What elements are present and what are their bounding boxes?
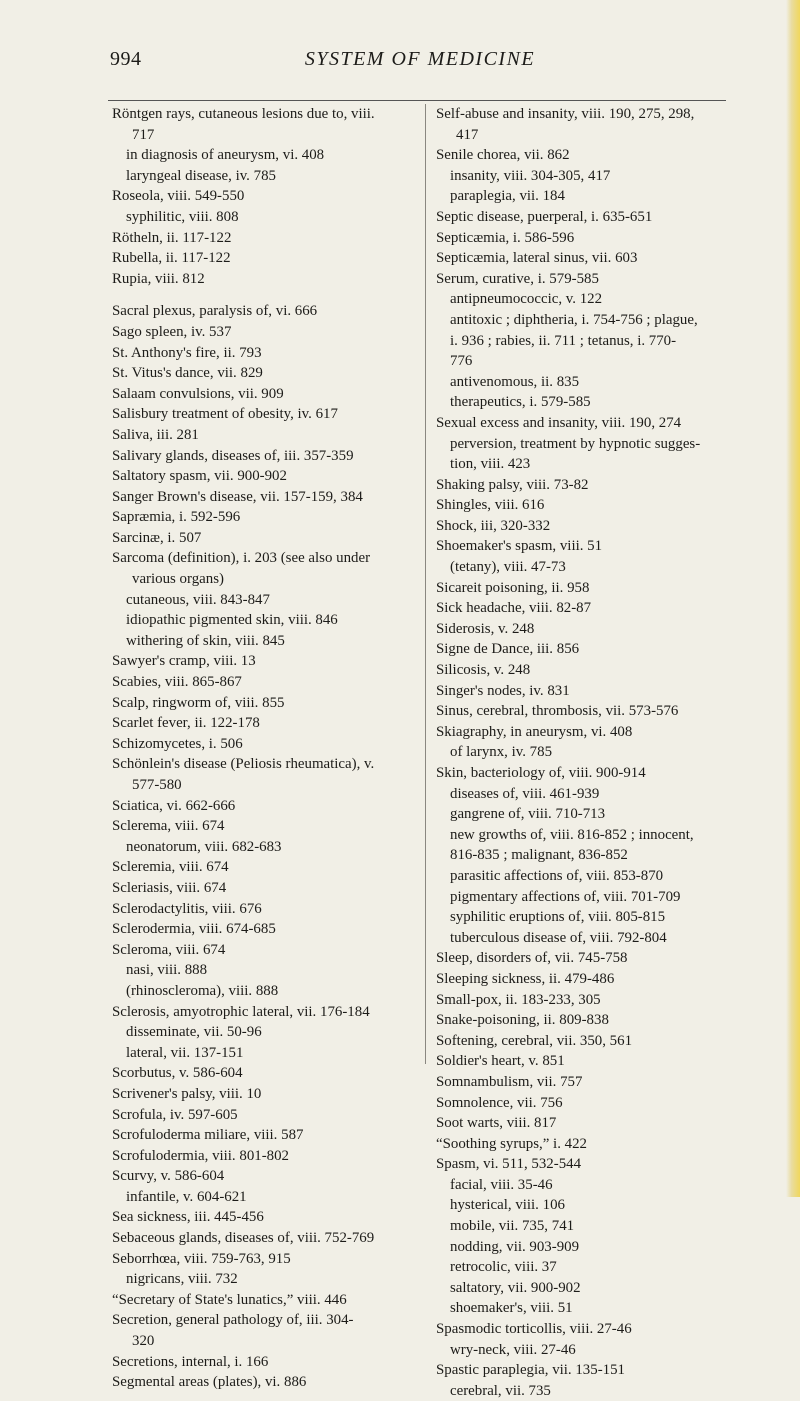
index-entry: Sapræmia, i. 592-596 (112, 509, 241, 526)
index-entry: Scrofulodermia, viii. 801-802 (112, 1147, 290, 1164)
index-entry: antipneumococcic, v. 122 (450, 291, 603, 308)
index-entry: Silicosis, v. 248 (436, 662, 531, 679)
index-entry: Signe de Dance, iii. 856 (436, 641, 580, 658)
index-entry: Scorbutus, v. 586-604 (112, 1065, 243, 1082)
index-entry: nasi, viii. 888 (126, 962, 208, 979)
index-entry: Schönlein's disease (Peliosis rheumatica), v. (112, 756, 375, 773)
index-entry: Shoemaker's spasm, viii. 51 (436, 538, 603, 555)
index-entry: 717 (132, 126, 155, 143)
index-entry: Sclerosis, amyotrophic lateral, vii. 176-184 (112, 1003, 370, 1020)
index-entry: Spasmodic torticollis, viii. 27-46 (436, 1321, 632, 1338)
index-entry: antivenomous, ii. 835 (450, 373, 580, 390)
index-entry: Röntgen rays, cutaneous lesions due to, viii. (112, 106, 375, 122)
index-entry: Septicæmia, lateral sinus, vii. 603 (436, 250, 638, 267)
index-entry: Sleep, disorders of, vii. 745-758 (436, 950, 628, 967)
index-entry: therapeutics, i. 579-585 (450, 394, 591, 411)
index-entry: tuberculous disease of, viii. 792-804 (450, 929, 667, 946)
index-entry: mobile, vii. 735, 741 (450, 1218, 575, 1235)
index-entry: parasitic affections of, viii. 853-870 (450, 867, 664, 884)
index-entry: diseases of, viii. 461-939 (450, 785, 600, 802)
index-entry: neonatorum, viii. 682-683 (126, 838, 282, 855)
page-header (110, 48, 730, 78)
index-entry: nodding, vii. 903-909 (450, 1238, 580, 1255)
index-entry: 320 (132, 1333, 155, 1350)
index-entry: idiopathic pigmented skin, viii. 846 (126, 612, 338, 629)
index-entry: Scrofula, iv. 597-605 (112, 1106, 238, 1123)
index-entry: Singer's nodes, iv. 831 (436, 682, 570, 699)
index-entry: Scabies, viii. 865-867 (112, 674, 242, 691)
index-entry: insanity, viii. 304-305, 417 (450, 167, 611, 184)
index-entry: syphilitic, viii. 808 (126, 208, 239, 225)
index-entry: perversion, treatment by hypnotic sugges- (450, 435, 701, 452)
index-entry: Sarcoma (definition), i. 203 (see also under (112, 550, 371, 567)
index-entry: 816-835 ; malignant, 836-852 (450, 847, 628, 864)
index-column-left (112, 104, 432, 1393)
index-entry: St. Anthony's fire, ii. 793 (112, 344, 262, 361)
index-entry: syphilitic eruptions of, viii. 805-815 (450, 909, 666, 926)
index-entry: pigmentary affections of, viii. 701-709 (450, 888, 681, 905)
index-entry: Seborrhœa, viii. 759-763, 915 (112, 1250, 291, 1267)
index-entry: Saltatory spasm, vii. 900-902 (112, 468, 287, 485)
index-entry: gangrene of, viii. 710-713 (450, 806, 606, 823)
index-entry: Sclerodactylitis, viii. 676 (112, 900, 262, 917)
index-entry: cerebral, vii. 735 (450, 1382, 551, 1399)
index-entry: Siderosis, v. 248 (436, 620, 535, 637)
page-number: 994 (110, 48, 142, 70)
index-entry: disseminate, vii. 50-96 (126, 1024, 262, 1041)
index-entry: Sclerema, viii. 674 (112, 818, 225, 835)
index-entry: Schizomycetes, i. 506 (112, 735, 243, 752)
index-entry: Sick headache, viii. 82-87 (436, 600, 592, 617)
index-entry: in diagnosis of aneurysm, vi. 408 (126, 147, 325, 164)
index-entry: Somnambulism, vii. 757 (436, 1073, 583, 1090)
index-entry: Roseola, viii. 549-550 (112, 188, 245, 205)
index-entry: tion, viii. 423 (450, 456, 531, 473)
index-entry: Salivary glands, diseases of, iii. 357-359 (112, 447, 354, 464)
index-entry: St. Vitus's dance, vii. 829 (112, 365, 263, 382)
index-entry: 776 (450, 353, 473, 370)
index-entry: Somnolence, vii. 756 (436, 1094, 563, 1111)
index-entry: (rhinoscleroma), viii. 888 (126, 982, 279, 999)
index-entry: Shock, iii, 320-332 (436, 517, 551, 534)
index-entry: facial, viii. 35-46 (450, 1176, 553, 1193)
index-entry: i. 936 ; rabies, ii. 711 ; tetanus, i. 770- (450, 332, 677, 349)
index-entry: hysterical, viii. 106 (450, 1197, 565, 1214)
index-entry: Small-pox, ii. 183-233, 305 (436, 991, 601, 1008)
index-entry: withering of skin, viii. 845 (126, 632, 285, 649)
index-entry: new growths of, viii. 816-852 ; innocent, (450, 826, 694, 843)
index-entry: Saliva, iii. 281 (112, 426, 199, 443)
index-entry: Rupia, viii. 812 (112, 270, 205, 287)
index-entry: laryngeal disease, iv. 785 (126, 167, 276, 184)
index-entry: Sebaceous glands, diseases of, viii. 752-769 (112, 1230, 375, 1247)
index-entry: paraplegia, vii. 184 (450, 188, 565, 205)
index-entry: Scleroma, viii. 674 (112, 941, 226, 958)
index-entry: Scrivener's palsy, viii. 10 (112, 1085, 262, 1102)
index-entry: wry-neck, viii. 27-46 (450, 1341, 576, 1358)
index-entry: Sawyer's cramp, viii. 13 (112, 653, 256, 670)
index-entry: Rubella, ii. 117-122 (112, 250, 231, 267)
index-entry: Snake-poisoning, ii. 809-838 (436, 1012, 609, 1029)
index-entry: of larynx, iv. 785 (450, 744, 553, 761)
index-entry: “Soothing syrups,” i. 422 (436, 1135, 587, 1152)
index-entry: Scleremia, viii. 674 (112, 859, 229, 876)
index-entry: Scrofuloderma miliare, viii. 587 (112, 1127, 304, 1144)
index-entry: Skiagraphy, in aneurysm, vi. 408 (436, 723, 633, 740)
index-entry: Rötheln, ii. 117-122 (112, 229, 232, 246)
index-entry: 577-580 (132, 777, 182, 793)
index-entry: infantile, v. 604-621 (126, 1188, 247, 1205)
index-entry: Sarcinæ, i. 507 (112, 529, 202, 546)
page-edge (786, 0, 800, 1197)
index-entry: Sacral plexus, paralysis of, vi. 666 (112, 303, 318, 320)
index-entry: Sea sickness, iii. 445-456 (112, 1209, 264, 1226)
index-entry: retrocolic, viii. 37 (450, 1259, 557, 1276)
column-divider (425, 104, 426, 1064)
index-entry: Sleeping sickness, ii. 479-486 (436, 970, 615, 987)
index-entry: Scleriasis, viii. 674 (112, 879, 227, 896)
index-entry: Sago spleen, iv. 537 (112, 323, 232, 340)
index-entry: Shingles, viii. 616 (436, 497, 545, 514)
index-entry: Shaking palsy, viii. 73-82 (436, 476, 589, 493)
index-entry: Skin, bacteriology of, viii. 900-914 (436, 765, 646, 781)
index-entry: Scalp, ringworm of, viii. 855 (112, 694, 285, 711)
index-entry: shoemaker's, viii. 51 (450, 1300, 573, 1317)
index-entry: nigricans, viii. 732 (126, 1271, 238, 1288)
index-entry: Salisbury treatment of obesity, iv. 617 (112, 406, 338, 423)
index-entry: lateral, vii. 137-151 (126, 1044, 244, 1061)
index-entry: Serum, curative, i. 579-585 (436, 270, 599, 287)
index-entry: Sanger Brown's disease, vii. 157-159, 384 (112, 488, 363, 505)
index-entry: various organs) (132, 571, 224, 588)
index-entry: Self-abuse and insanity, viii. 190, 275, 298, (436, 106, 695, 122)
index-entry: Sclerodermia, viii. 674-685 (112, 921, 276, 938)
index-entry: Senile chorea, vii. 862 (436, 147, 570, 164)
index-entry: Sicareit poisoning, ii. 958 (436, 579, 590, 596)
index-entry: Salaam convulsions, vii. 909 (112, 385, 284, 402)
running-title: SYSTEM OF MEDICINE (304, 48, 536, 70)
index-entry: Sexual excess and insanity, viii. 190, 274 (436, 414, 682, 431)
index-entry: Septicæmia, i. 586-596 (436, 229, 575, 246)
index-entry: Secretion, general pathology of, iii. 304- (112, 1312, 354, 1329)
index-entry: Secretions, internal, i. 166 (112, 1353, 269, 1370)
index-entry: Sinus, cerebral, thrombosis, vii. 573-576 (436, 703, 679, 720)
index-entry: Segmental areas (plates), vi. 886 (112, 1374, 307, 1391)
index-entry: “Secretary of State's lunatics,” viii. 446 (112, 1291, 347, 1308)
index-entry: Septic disease, puerperal, i. 635-651 (436, 208, 653, 225)
index-entry: Soldier's heart, v. 851 (436, 1053, 565, 1070)
index-entry: 417 (456, 126, 479, 143)
index-entry: Softening, cerebral, vii. 350, 561 (436, 1032, 633, 1049)
index-entry: saltatory, vii. 900-902 (450, 1279, 581, 1296)
index-entry: antitoxic ; diphtheria, i. 754-756 ; plague, (450, 311, 698, 328)
index-entry: Spastic paraplegia, vii. 135-151 (436, 1362, 625, 1379)
index-entry: Scarlet fever, ii. 122-178 (112, 715, 260, 732)
header-rule (108, 100, 726, 101)
index-entry: (tetany), viii. 47-73 (450, 559, 566, 576)
index-entry (112, 289, 432, 301)
index-entry: Scurvy, v. 586-604 (112, 1168, 225, 1185)
index-entry: cutaneous, viii. 843-847 (126, 591, 270, 608)
index-column-right (436, 104, 758, 1401)
index-entry: Sciatica, vi. 662-666 (112, 797, 236, 814)
index-entry: Spasm, vi. 511, 532-544 (436, 1156, 582, 1173)
index-entry: Soot warts, viii. 817 (436, 1115, 557, 1132)
